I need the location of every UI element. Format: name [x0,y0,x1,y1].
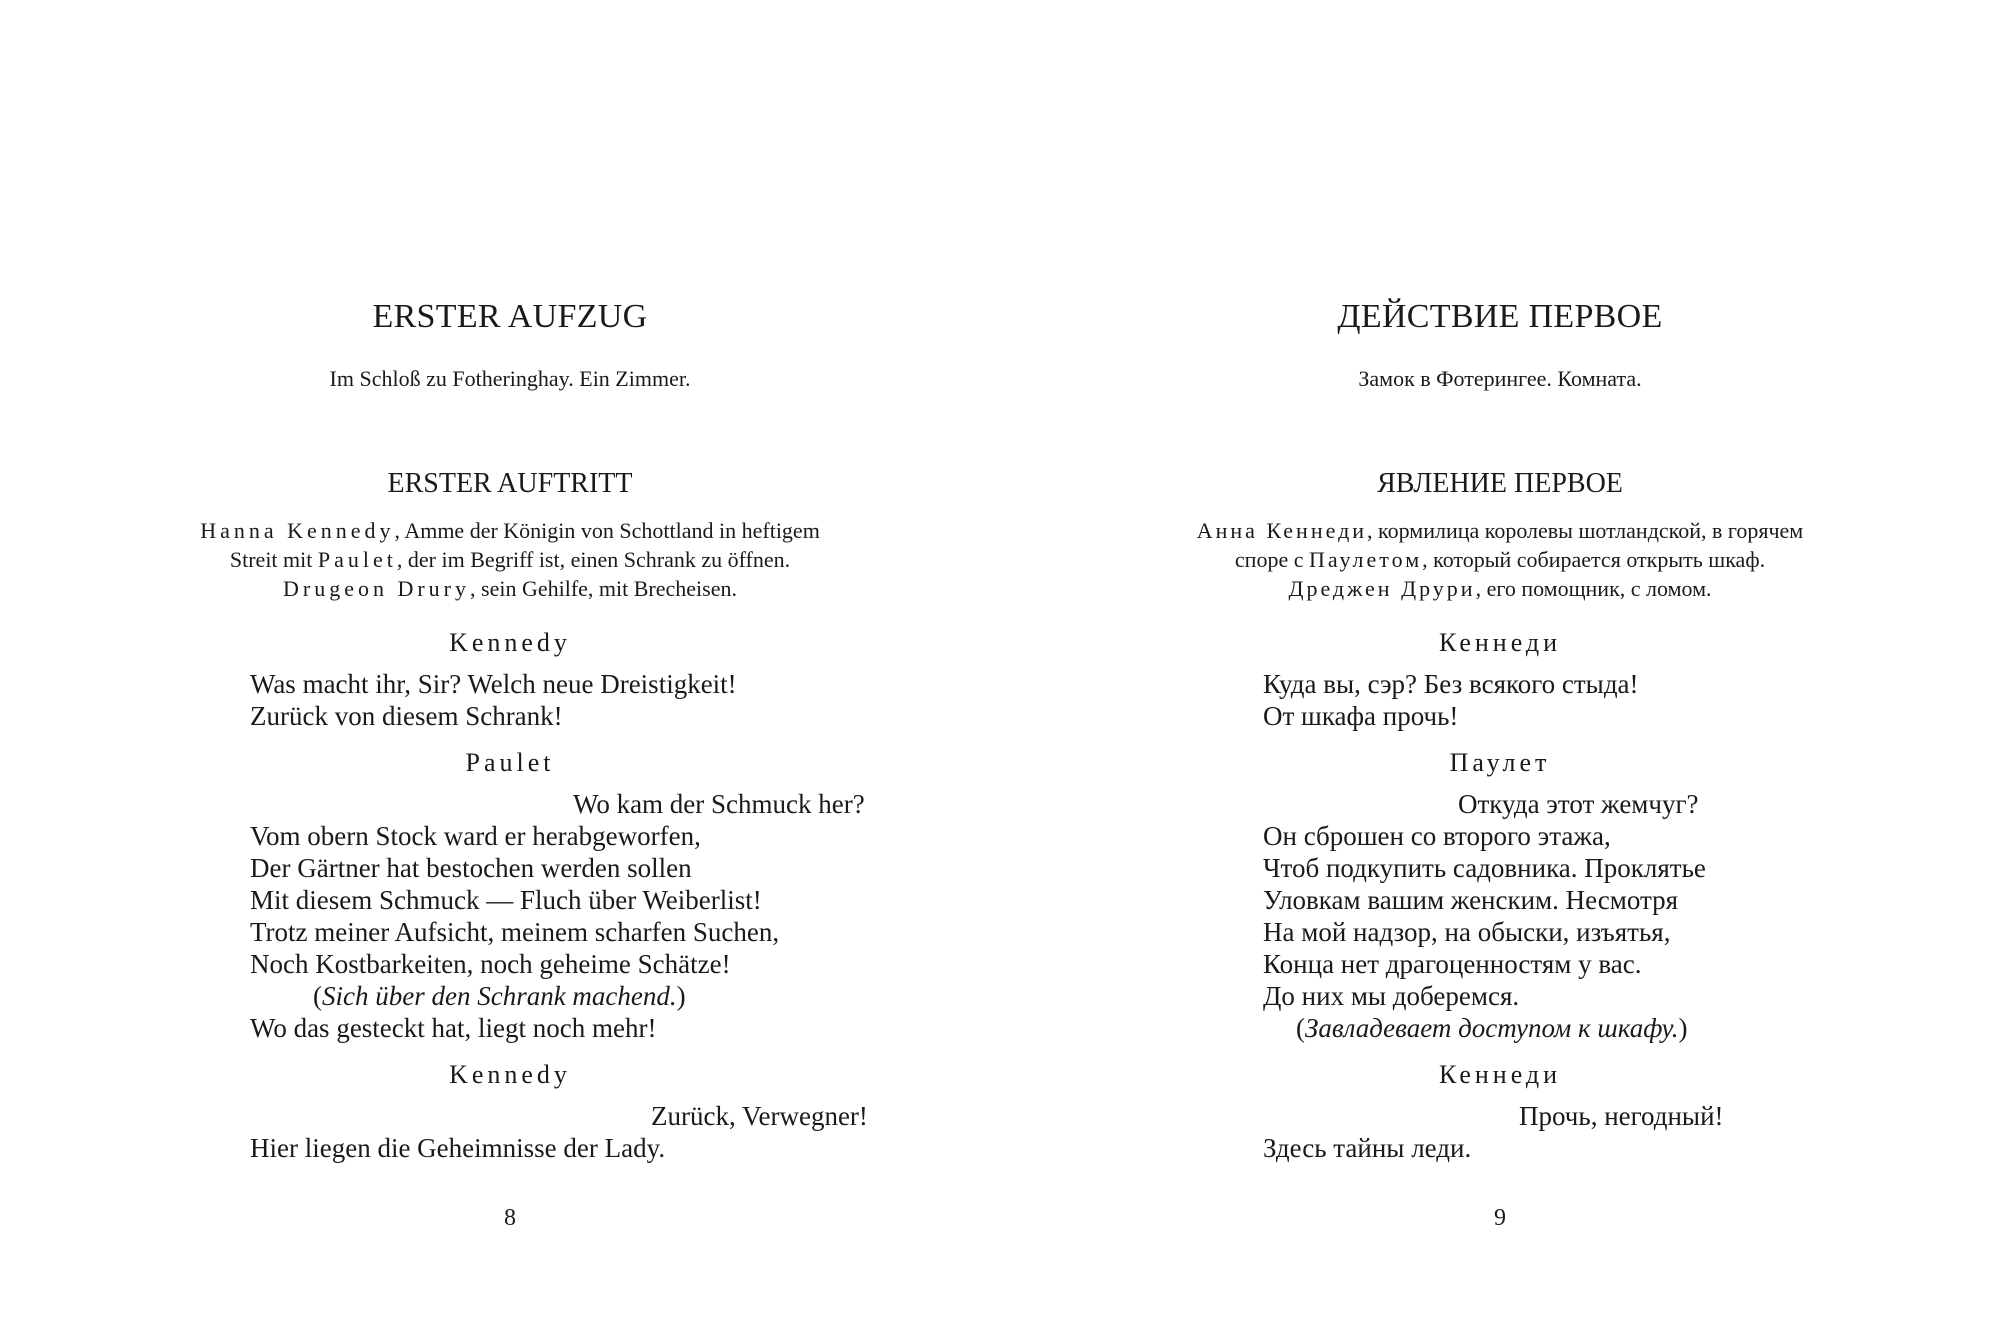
verse-line: Откуда этот жемчуг? [1458,789,1699,819]
stage-direction-text: , который собирается открыть шкаф. [1422,547,1766,572]
verse-line: Vom obern Stock ward er herabgeworfen, [250,821,701,851]
setting-line: Im Schloß zu Fotheringhay. Ein Zimmer. [329,366,691,391]
verse-line: Здесь тайны леди. [1263,1133,1472,1163]
verse-line: Wo kam der Schmuck her? [573,789,865,819]
speaker-name: Kennedy [449,628,571,657]
speaker-name: Kennedy [449,1060,571,1089]
verse-line: Zurück, Verwegner! [651,1101,868,1131]
stage-direction-line-2 [1000,545,2000,574]
speaker-name: Кеннеди [1438,1060,1562,1089]
stage-note: (Завладевает доступом к шкафу.) [1296,1013,1688,1043]
stage-direction-line-1 [0,516,1020,545]
verse-line: Mit diesem Schmuck — Fluch über Weiberlist! [250,885,762,915]
verse-line: Куда вы, сэр? Без всякого стыда! [1263,669,1639,699]
speaker-name: Паулет [1449,748,1551,777]
right-page [1000,0,2000,1320]
verse-line: Wo das gesteckt hat, liegt noch mehr! [250,1013,657,1043]
stage-direction-line-2 [0,545,1020,574]
stage-direction-text: , der im Begriff ist, einen Schrank zu öffnen. [396,547,791,572]
stage-note-text: Завладевает доступом к шкафу. [1305,1013,1679,1043]
verse-line: Чтоб подкупить садовника. Проклятье [1263,853,1706,883]
setting-line: Замок в Фотерингее. Комната. [1358,366,1642,391]
stage-direction-text: , sein Gehilfe, mit Brecheisen. [470,576,737,601]
character-name: Паулетом [1308,547,1423,572]
act-title: ERSTER AUFZUG [372,298,648,335]
verse-line: Уловкам вашим женским. Несмотря [1263,885,1679,915]
verse-line: До них мы доберемся. [1263,981,1520,1011]
stage-direction-text: , его помощник, с ломом. [1475,576,1712,601]
character-name: Drugeon Drury [282,576,471,601]
verse-line: Was macht ihr, Sir? Welch neue Dreistigkeit! [250,669,737,699]
character-name: Hanna Kennedy [200,518,395,543]
stage-direction-line-3 [1000,574,2000,603]
stage-direction-text: , Amme der Königin von Schottland in heftigem [394,518,820,543]
stage-direction-text: Streit mit [229,547,318,572]
verse-line: Конца нет драгоценностям у вас. [1263,949,1642,979]
character-name: Paulet [317,547,397,572]
stage-direction-text: , кормилица королевы шотландской, в горячем [1367,518,1804,543]
stage-direction-line-3 [0,574,1020,603]
stage-direction-text: споре с [1234,547,1309,572]
verse-line: Hier liegen die Geheimnisse der Lady. [250,1133,666,1163]
page-number: 8 [504,1205,516,1231]
speaker-name: Кеннеди [1438,628,1562,657]
verse-line: На мой надзор, на обыски, изъятья, [1263,917,1671,947]
act-title: ДЕЙСТВИЕ ПЕРВОЕ [1337,298,1663,335]
character-name: Дреджен Друри [1288,576,1476,601]
verse-line: Прочь, негодный! [1519,1101,1724,1131]
verse-line: Zurück von diesem Schrank! [250,701,563,731]
verse-line: Der Gärtner hat bestochen werden sollen [250,853,692,883]
stage-direction-line-1 [1000,516,2000,545]
stage-note: (Sich über den Schrank machend.) [313,981,686,1011]
character-name: Анна Кеннеди [1196,518,1368,543]
stage-note-text: Sich über den Schrank machend. [322,981,677,1011]
verse-line: Trotz meiner Aufsicht, meinem scharfen Suchen, [250,917,780,947]
page-number: 9 [1494,1205,1506,1231]
verse-line: Noch Kostbarkeiten, noch geheime Schätze! [250,949,731,979]
verse-line: От шкафа прочь! [1263,701,1459,731]
speaker-name: Paulet [465,748,555,777]
scene-title: ERSTER AUFTRITT [387,468,633,499]
verse-line: Он сброшен со второго этажа, [1263,821,1611,851]
scene-title: ЯВЛЕНИЕ ПЕРВОЕ [1377,468,1623,499]
